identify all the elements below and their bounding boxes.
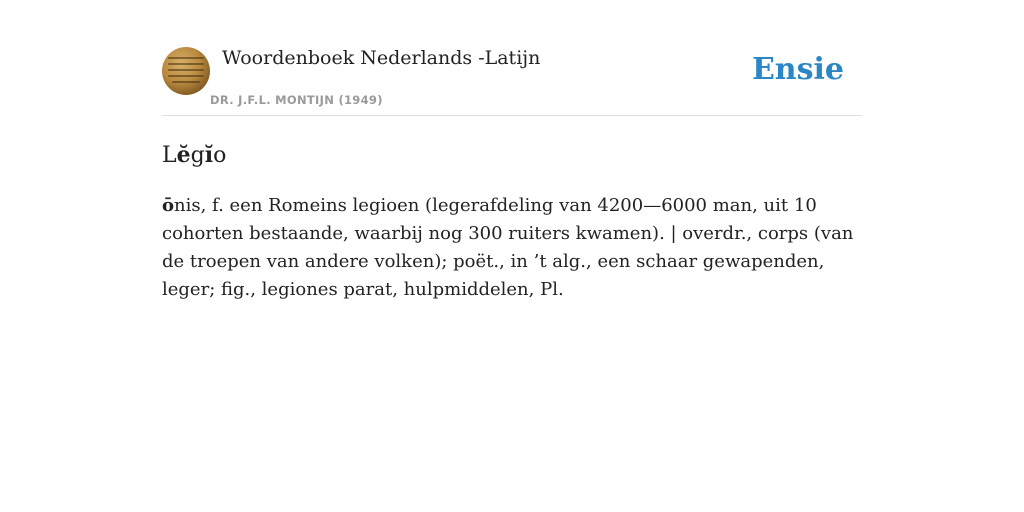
- headword-part-bold: ĕ: [176, 142, 191, 168]
- headword-part-bold: ĭ: [204, 142, 214, 168]
- definition-text: nis, f. een Romeins legioen (legerafdeling van 4200—6000 man, uit 10 cohorten bestaande, waarbij nog 300 ruiters kwamen). | overdr., corps (van de troepen van andere volken); poët., in ’t alg., een schaar gewapenden, leger; fig., legiones parat, hulpmiddelen, Pl.: [162, 195, 854, 300]
- headword-part: g: [190, 143, 205, 168]
- dictionary-header: [162, 46, 862, 116]
- ensie-logo-link[interactable]: Ensie: [751, 52, 844, 87]
- dictionary-title[interactable]: Woordenboek Nederlands -Latijn: [222, 47, 541, 69]
- definition-bold-prefix: ō: [162, 195, 175, 216]
- dictionary-author: DR. J.F.L. MONTIJN (1949): [210, 93, 383, 107]
- headword-part: L: [162, 143, 177, 168]
- entry-definition: [162, 192, 862, 304]
- entry-headword: [162, 140, 226, 171]
- headword-part: o: [213, 143, 227, 168]
- dictionary-coin-image: [162, 47, 210, 95]
